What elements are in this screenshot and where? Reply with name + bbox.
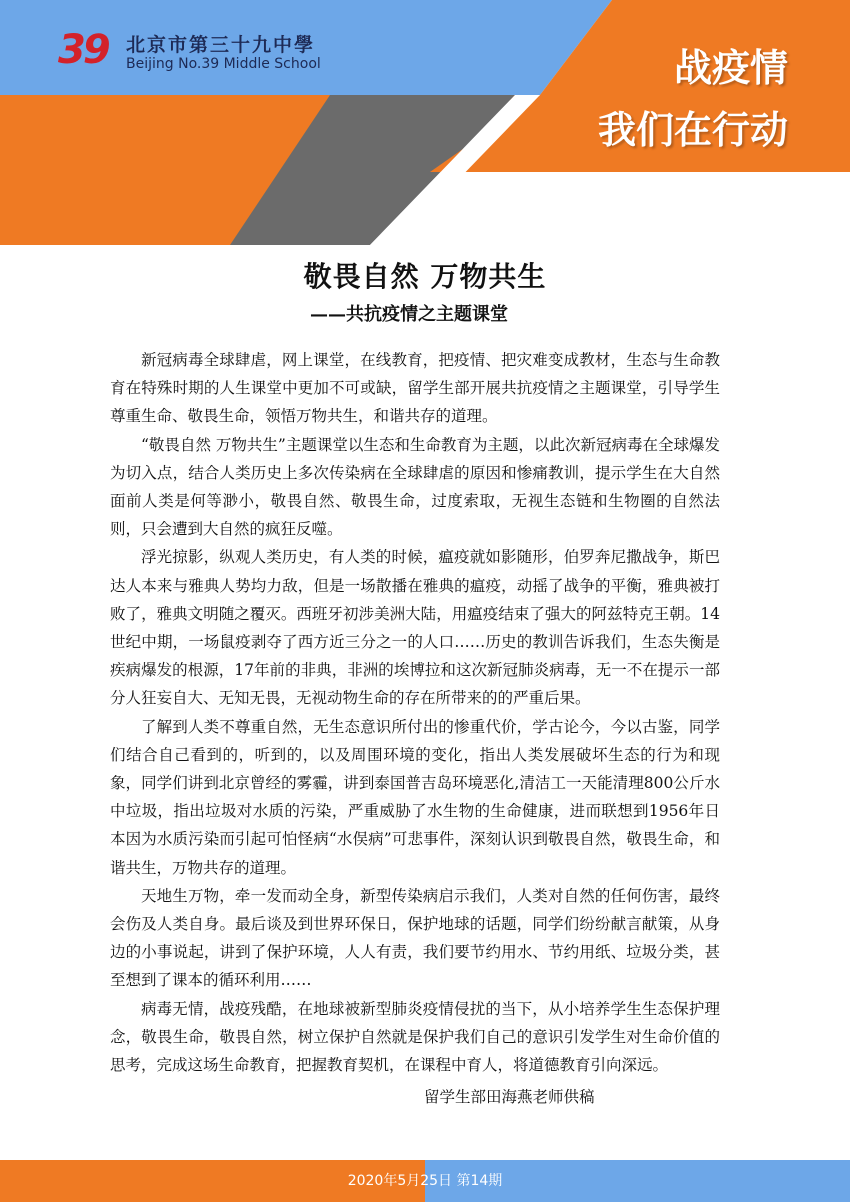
article-paragraph: 浮光掠影，纵观人类历史，有人类的时候，瘟疫就如影随形，伯罗奔尼撒战争，斯巴达人本来与雅典人势均力敌，但是一场散播在雅典的瘟疫，动摇了战争的平衡，雅典被打败了，雅典文明随之覆灭。西班牙初涉美洲大陆，用瘟疫结束了强大的阿兹特克王朝。14世纪中期，一场鼠疫剥夺了西方近三分之一的人口……历史的教训告诉我们，生态失衡是疾病爆发的根源，17年前的非典，非洲的埃博拉和这次新冠肺炎病毒，无一不在提示一部分人狂妄自大、无知无畏，无视动物生命的存在所带来的的严重后果。 [110,548,720,708]
article-paragraph: 病毒无情，战疫残酷，在地球被新型肺炎疫情侵扰的当下，从小培养学生生态保护理念，敬畏生命，敬畏自然，树立保护自然就是保护我们自己的意识引发学生对生命价值的思考，完成这场生命教育，把握教育契机，在课程中育人，将道德教育引向深远。 [110,999,720,1075]
article-signature: 留学生部田海燕老师供稿 [424,1088,595,1106]
slogan-line-2: 我们在行动 [597,108,788,152]
header-banner [0,0,850,245]
school-name-cn: 北京市第三十九中學 [126,34,316,56]
logo-number: 39 [58,27,108,73]
article-subtitle: ——共抗疫情之主题课堂 [310,304,508,325]
slogan-line-1: 战疫情 [673,46,788,90]
article-paragraph: 天地生万物，牵一发而动全身，新型传染病启示我们，人类对自然的任何伤害，最终会伤及人类自身。最后谈及到世界环保日，保护地球的话题，同学们纷纷献言献策，从身边的小事说起，讲到了保护环境，人人有责，我们要节约用水、节约用纸、垃圾分类，甚至想到了课本的循环利用…… [110,886,720,990]
school-name-en: Beijing No.39 Middle School [126,56,321,72]
issue-date-text: 2020年5月25日 第14期 [347,1173,503,1189]
article-paragraph: 了解到人类不尊重自然，无生态意识所付出的惨重代价，学古论今，今以古鉴，同学们结合自己看到的，听到的，以及周围环境的变化，指出人类发展破坏生态的行为和现象，同学们讲到北京曾经的雾霾，讲到泰国普吉岛环境恶化,清洁工一天能清理800公斤水中垃圾，指出垃圾对水质的污染，严重威胁了水生物的生命健康，进而联想到1956年日本因为水质污染而引起可怕怪病“水俣病”可悲事件，深刻认识到敬畏自然，敬畏生命，和谐共生，万物共存的道理。 [110,717,720,877]
article-paragraph: 新冠病毒全球肆虐，网上课堂，在线教育，把疫情、把灾难变成教材，生态与生命教育在特殊时期的人生课堂中更加不可或缺，留学生部开展共抗疫情之主题课堂，引导学生尊重生命、敬畏生命，领悟万物共生，和谐共存的道理。 [110,351,720,426]
article-paragraph: “敬畏自然 万物共生”主题课堂以生态和生命教育为主题，以此次新冠病毒在全球爆发为切入点，结合人类历史上多次传染病在全球肆虐的原因和惨痛教训，提示学生在大自然面前人类是何等渺小，敬畏自然、敬畏生命，过度索取，无视生态链和生物圈的自然法则，只会遭到大自然的疯狂反噬。 [110,435,720,539]
article-body [110,346,720,1079]
article-title: 敬畏自然 万物共生 [303,260,547,293]
footer-bar [0,1160,850,1202]
